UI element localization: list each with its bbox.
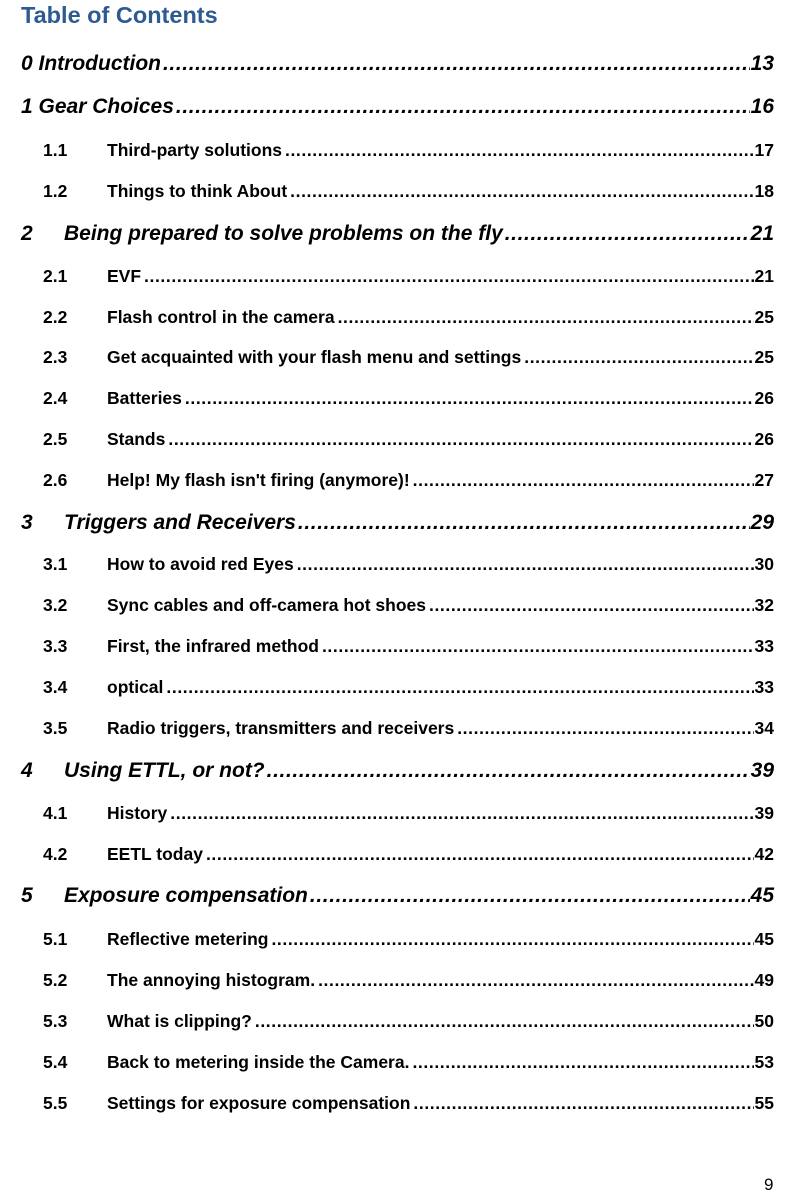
toc-section-number: 3.4	[43, 677, 68, 697]
toc-entry-label: What is clipping?	[107, 1011, 252, 1031]
toc-section-number: 5.4	[43, 1052, 68, 1072]
toc-entry-19[interactable]	[0, 844, 797, 868]
toc-page-number: 27	[754, 470, 774, 490]
toc-leader-dots	[255, 1011, 754, 1032]
toc-section-number: 3.3	[43, 636, 68, 656]
toc-entry-label: Settings for exposure compensation	[107, 1093, 411, 1113]
toc-entry-label: Third-party solutions	[107, 140, 282, 160]
toc-entry-label: EVF	[107, 266, 142, 286]
toc-page-number: 33	[754, 636, 774, 656]
toc-leader-dots	[290, 181, 753, 202]
toc-leader-dots	[170, 803, 753, 824]
toc-section-number: 5.1	[43, 929, 68, 949]
toc-section-number: 2.3	[43, 347, 68, 367]
toc-section-number: 5.3	[43, 1011, 68, 1031]
toc-leader-dots	[524, 347, 753, 368]
toc-page-number: 39	[750, 759, 774, 782]
toc-page-number: 42	[754, 844, 774, 864]
toc-leader-dots	[185, 388, 754, 409]
toc-leader-dots	[310, 884, 750, 908]
toc-entry-20[interactable]	[0, 884, 797, 912]
toc-leader-dots	[267, 759, 750, 783]
toc-entry-6[interactable]	[0, 307, 797, 331]
toc-section-number: 2.6	[43, 470, 68, 490]
toc-leader-dots	[163, 52, 750, 76]
toc-entry-13[interactable]	[0, 595, 797, 619]
toc-entry-1[interactable]	[0, 95, 797, 123]
toc-section-number: 2.1	[43, 266, 68, 286]
toc-section-number: 3.5	[43, 718, 68, 738]
toc-leader-dots	[297, 554, 754, 575]
toc-entry-label: Things to think About	[107, 181, 288, 201]
toc-entry-label: First, the infrared method	[107, 636, 319, 656]
toc-entry-label: Exposure compensation	[64, 884, 308, 907]
toc-section-number: 1.2	[43, 181, 68, 201]
toc-leader-dots	[338, 307, 754, 328]
toc-entry-25[interactable]	[0, 1093, 797, 1117]
toc-page-number: 29	[750, 511, 774, 534]
toc-title: Table of Contents	[21, 2, 218, 28]
toc-chapter-number: 5	[21, 884, 33, 907]
toc-chapter-number: 3	[21, 511, 33, 534]
toc-page-number: 26	[754, 388, 774, 408]
toc-entry-label: Triggers and Receivers	[64, 511, 296, 534]
toc-entry-14[interactable]	[0, 636, 797, 660]
toc-entry-21[interactable]	[0, 929, 797, 953]
toc-entry-label: Help! My flash isn't firing (anymore)!	[107, 470, 410, 490]
toc-leader-dots	[168, 429, 753, 450]
toc-section-number: 2.5	[43, 429, 68, 449]
toc-page-number: 39	[754, 803, 774, 823]
toc-entry-label: EETL today	[107, 844, 203, 864]
toc-entry-4[interactable]	[0, 222, 797, 250]
toc-section-number: 5.5	[43, 1093, 68, 1113]
toc-entry-12[interactable]	[0, 554, 797, 578]
toc-entry-label: Radio triggers, transmitters and receivers	[107, 718, 455, 738]
toc-section-number: 1.1	[43, 140, 68, 160]
toc-page-number: 18	[754, 181, 774, 201]
toc-entry-label: Using ETTL, or not?	[64, 759, 265, 782]
toc-section-number: 2.2	[43, 307, 68, 327]
toc-leader-dots	[206, 844, 754, 865]
toc-page-number: 32	[754, 595, 774, 615]
toc-entry-3[interactable]	[0, 181, 797, 205]
toc-section-number: 4.1	[43, 803, 68, 823]
toc-entry-15[interactable]	[0, 677, 797, 701]
toc-page-number: 50	[754, 1011, 774, 1031]
toc-section-number: 2.4	[43, 388, 68, 408]
toc-leader-dots	[413, 1093, 753, 1114]
toc-leader-dots	[412, 1052, 753, 1073]
toc-leader-dots	[457, 718, 753, 739]
toc-entry-0[interactable]	[0, 52, 797, 80]
toc-page-number: 53	[754, 1052, 774, 1072]
toc-page-number: 17	[754, 140, 774, 160]
toc-entry-7[interactable]	[0, 347, 797, 371]
toc-entry-label: Get acquainted with your flash menu and settings	[107, 347, 522, 367]
toc-leader-dots	[298, 511, 750, 535]
toc-entry-11[interactable]	[0, 511, 797, 539]
toc-entry-label: Back to metering inside the Camera.	[107, 1052, 410, 1072]
toc-leader-dots	[144, 266, 753, 287]
toc-section-number: 5.2	[43, 970, 68, 990]
page-number: 9	[764, 1175, 774, 1194]
toc-entry-label: Flash control in the camera	[107, 307, 335, 327]
toc-entry-16[interactable]	[0, 718, 797, 742]
toc-entry-10[interactable]	[0, 470, 797, 494]
toc-chapter-number: 4	[21, 759, 33, 782]
toc-chapter-number: 2	[21, 222, 33, 245]
toc-entry-2[interactable]	[0, 140, 797, 164]
toc-entry-22[interactable]	[0, 970, 797, 994]
toc-leader-dots	[429, 595, 754, 616]
toc-entry-17[interactable]	[0, 759, 797, 787]
toc-entry-label: Reflective metering	[107, 929, 269, 949]
toc-entry-23[interactable]	[0, 1011, 797, 1035]
toc-leader-dots	[505, 222, 750, 246]
toc-leader-dots	[176, 95, 750, 119]
toc-leader-dots	[318, 970, 753, 991]
toc-entry-label: Being prepared to solve problems on the fly	[64, 222, 503, 245]
toc-page-number: 16	[750, 95, 774, 118]
toc-leader-dots	[271, 929, 753, 950]
toc-chapter-title: 0 Introduction	[21, 52, 161, 75]
toc-leader-dots	[413, 470, 754, 491]
toc-page-number: 25	[754, 307, 774, 327]
toc-page-number: 21	[754, 266, 774, 286]
toc-entry-label: Batteries	[107, 388, 182, 408]
toc-entry-5[interactable]	[0, 266, 797, 290]
toc-entry-label: Stands	[107, 429, 166, 449]
toc-leader-dots	[285, 140, 754, 161]
toc-entry-label: optical	[107, 677, 164, 697]
toc-leader-dots	[166, 677, 753, 698]
toc-entry-label: Sync cables and off-camera hot shoes	[107, 595, 426, 615]
toc-section-number: 3.2	[43, 595, 68, 615]
toc-entry-label: The annoying histogram.	[107, 970, 316, 990]
toc-page-number: 34	[754, 718, 774, 738]
toc-chapter-title: 1 Gear Choices	[21, 95, 174, 118]
toc-page-number: 33	[754, 677, 774, 697]
toc-page-number: 45	[754, 929, 774, 949]
toc-page-number: 13	[750, 52, 774, 75]
toc-entry-9[interactable]	[0, 429, 797, 453]
toc-page-number: 26	[754, 429, 774, 449]
toc-entry-8[interactable]	[0, 388, 797, 412]
toc-page-number: 25	[754, 347, 774, 367]
toc-entry-label: How to avoid red Eyes	[107, 554, 294, 574]
toc-page-number: 45	[750, 884, 774, 907]
toc-section-number: 3.1	[43, 554, 68, 574]
toc-entry-18[interactable]	[0, 803, 797, 827]
toc-entry-label: History	[107, 803, 168, 823]
toc-page-number: 21	[750, 222, 774, 245]
toc-page-number: 55	[754, 1093, 774, 1113]
toc-leader-dots	[322, 636, 754, 657]
toc-page-number: 49	[754, 970, 774, 990]
toc-section-number: 4.2	[43, 844, 68, 864]
toc-page-number: 30	[754, 554, 774, 574]
toc-entry-24[interactable]	[0, 1052, 797, 1076]
